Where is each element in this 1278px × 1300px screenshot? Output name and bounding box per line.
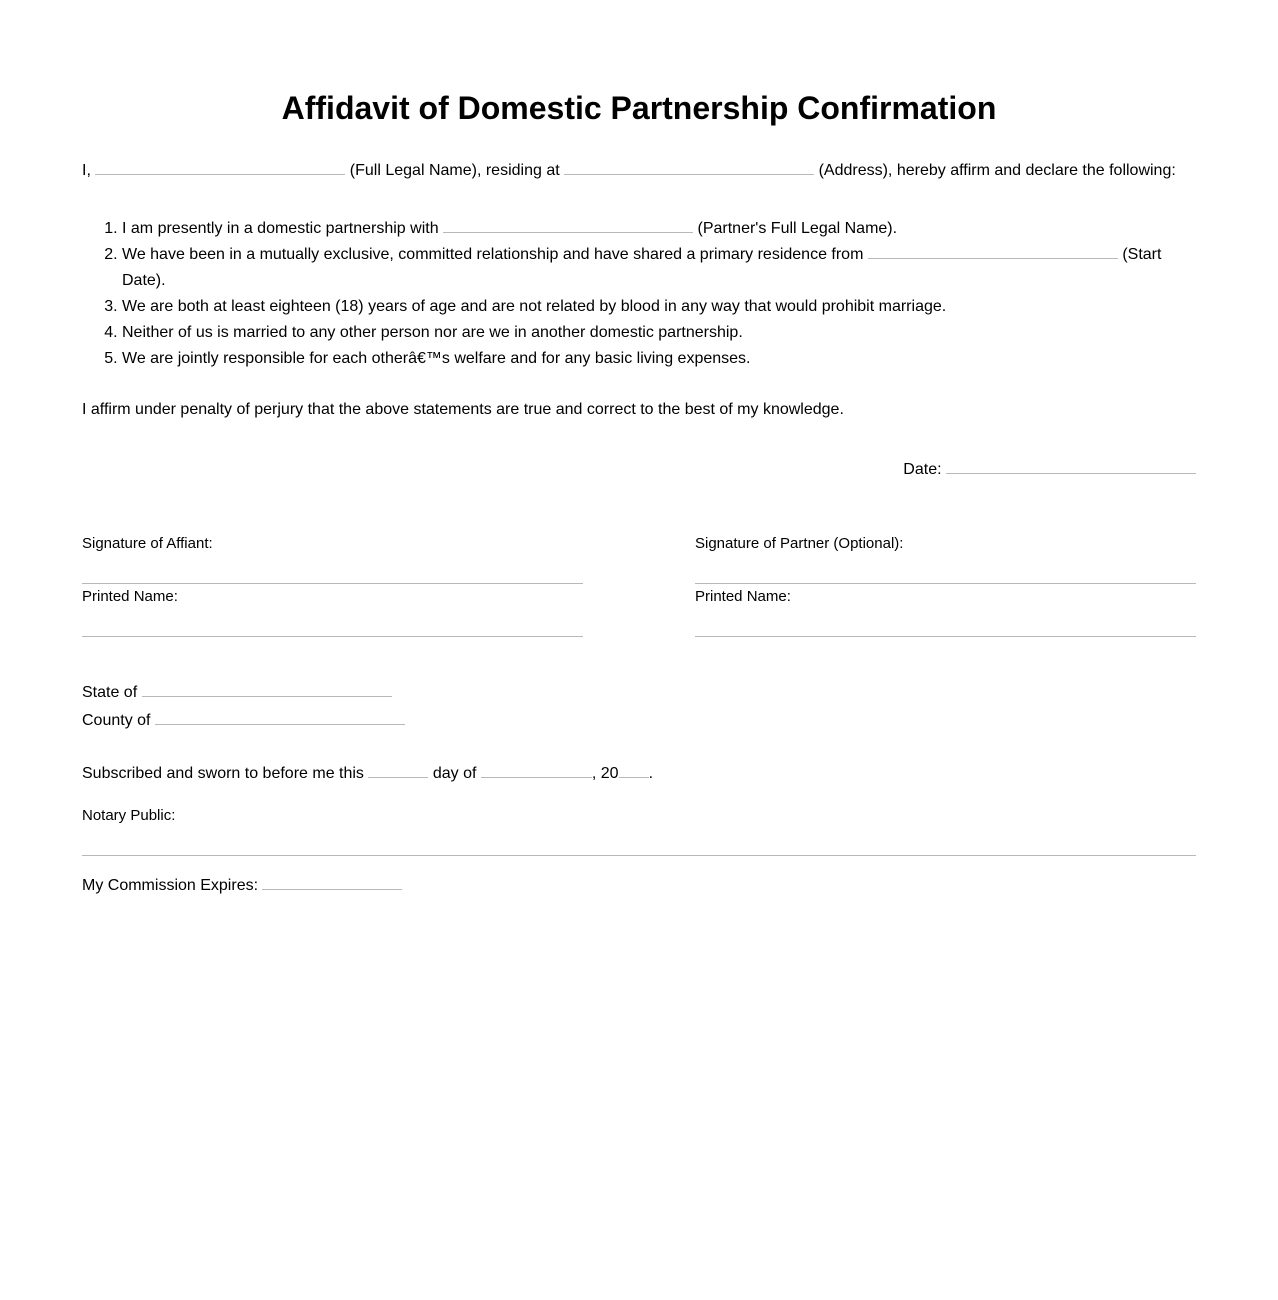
sworn-month-field[interactable] [481,776,592,778]
notary-public-label: Notary Public: [82,807,176,824]
partner-signature-field[interactable] [695,555,1196,584]
commission-row [82,876,402,896]
start-date-field[interactable] [868,257,1118,259]
affiant-signature-label: Signature of Affiant: [82,535,213,552]
date-row [903,460,1196,480]
partner-printed-name-field[interactable] [695,608,1196,637]
county-row [82,711,405,731]
address-field[interactable] [564,173,814,175]
intro-name-hint: (Full Legal Name), residing at [349,162,560,179]
sworn-day-field[interactable] [368,776,428,778]
sworn-prefix: Subscribed and sworn to before me this [82,765,364,782]
sworn-year-field[interactable] [619,776,649,778]
statement-hint: (Start Date). [122,246,1162,289]
partner-printed-name-label: Printed Name: [695,588,791,605]
statement-item [122,216,1196,242]
state-row [82,683,392,703]
affiant-signature-block [82,535,583,637]
intro-prefix: I, [82,162,91,179]
sworn-row [82,764,653,784]
commission-expires-field[interactable] [262,888,402,890]
notary-signature-field[interactable] [82,855,1196,856]
statement-item: 5. We are jointly responsible for each otherâ€™s welfare and for any basic living expenses. [122,346,1196,372]
affiant-printed-name-field[interactable] [82,608,583,637]
affiant-printed-name-label: Printed Name: [82,588,178,605]
county-field[interactable] [155,723,405,725]
statement-item: 4. Neither of us is married to any other person nor are we in another domestic partnership. [122,320,1196,346]
date-field[interactable] [946,472,1196,474]
sworn-day-of: day of [432,765,477,782]
intro-address-hint: (Address), hereby affirm and declare the following: [818,162,1176,179]
statement-text: We have been in a mutually exclusive, committed relationship and have shared a primary residence from [122,246,864,263]
statement-hint: (Partner's Full Legal Name). [697,220,898,237]
intro-paragraph [82,161,1176,181]
sworn-suffix: . [648,765,654,782]
commission-label: My Commission Expires: [82,877,259,894]
affirmation-text: I affirm under penalty of perjury that the above statements are true and correct to the best of my knowledge. [82,401,844,418]
county-label: County of [82,712,151,729]
statement-item [122,242,1196,294]
document-title: Affidavit of Domestic Partnership Confirmation [281,90,997,126]
partner-name-field[interactable] [443,231,693,233]
sworn-year-prefix: , 20 [591,765,619,782]
partner-signature-label: Signature of Partner (Optional): [695,535,904,552]
date-label: Date: [903,461,942,478]
statements-list [82,216,1196,372]
full-legal-name-field[interactable] [95,173,345,175]
state-field[interactable] [142,695,392,697]
partner-signature-block [695,535,1196,637]
statement-item: 3. We are both at least eighteen (18) years of age and are not related by blood in any way that would prohibit marriage. [122,294,1196,320]
affiant-signature-field[interactable] [82,555,583,584]
state-label: State of [82,684,138,701]
statement-text: I am presently in a domestic partnership with [122,220,439,237]
